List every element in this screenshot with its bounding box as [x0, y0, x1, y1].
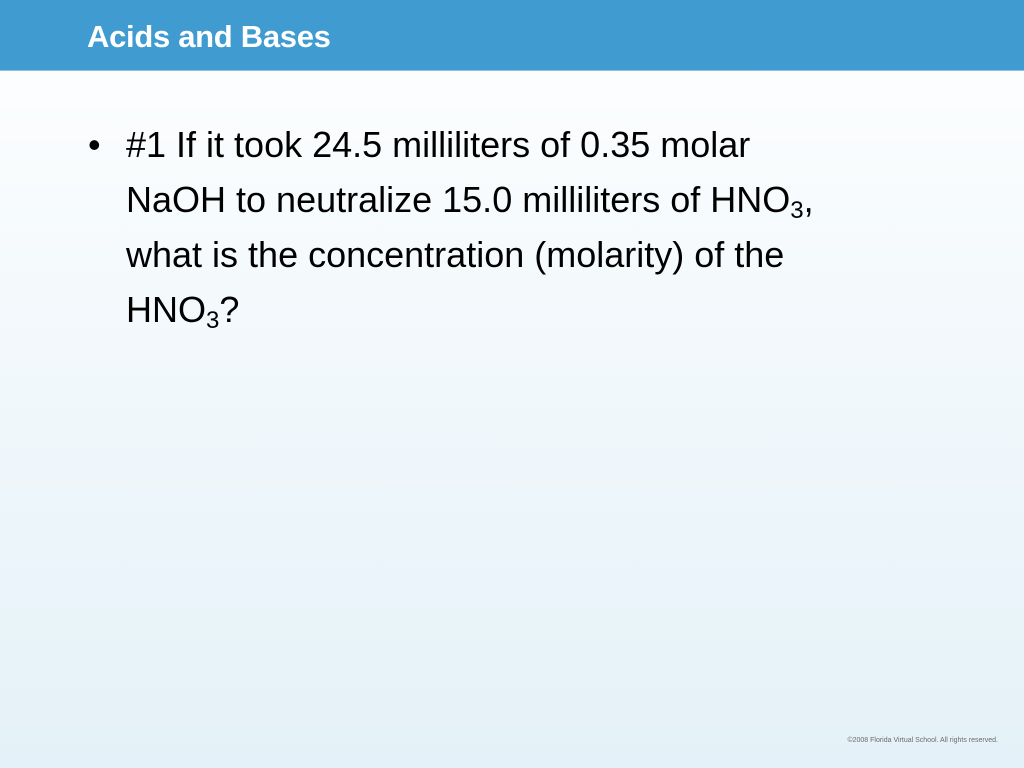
bullet-line-4-tail: ? [219, 289, 240, 330]
copyright-notice: ©2008 Florida Virtual School. All rights reserved. [847, 737, 998, 744]
slide-content [88, 117, 948, 337]
bullet-line-4-text: HNO [126, 289, 206, 330]
bullet-line-2-text: NaOH to neutralize 15.0 milliliters of HNO [126, 179, 791, 220]
subscript-3: 3 [790, 197, 804, 224]
slide-title: Acids and Bases [87, 19, 331, 54]
bullet-item [88, 117, 948, 337]
bullet-line-3: what is the concentration (molarity) of the [126, 234, 785, 275]
bullet-line-2 [126, 172, 948, 227]
bullet-line-1: #1 If it took 24.5 milliliters of 0.35 molar [126, 124, 751, 165]
bullet-icon: • [88, 124, 101, 165]
title-bar [0, 0, 1024, 71]
bullet-line-2-tail: , [803, 179, 814, 220]
bullet-line-4 [126, 282, 948, 337]
subscript-3: 3 [206, 307, 220, 334]
